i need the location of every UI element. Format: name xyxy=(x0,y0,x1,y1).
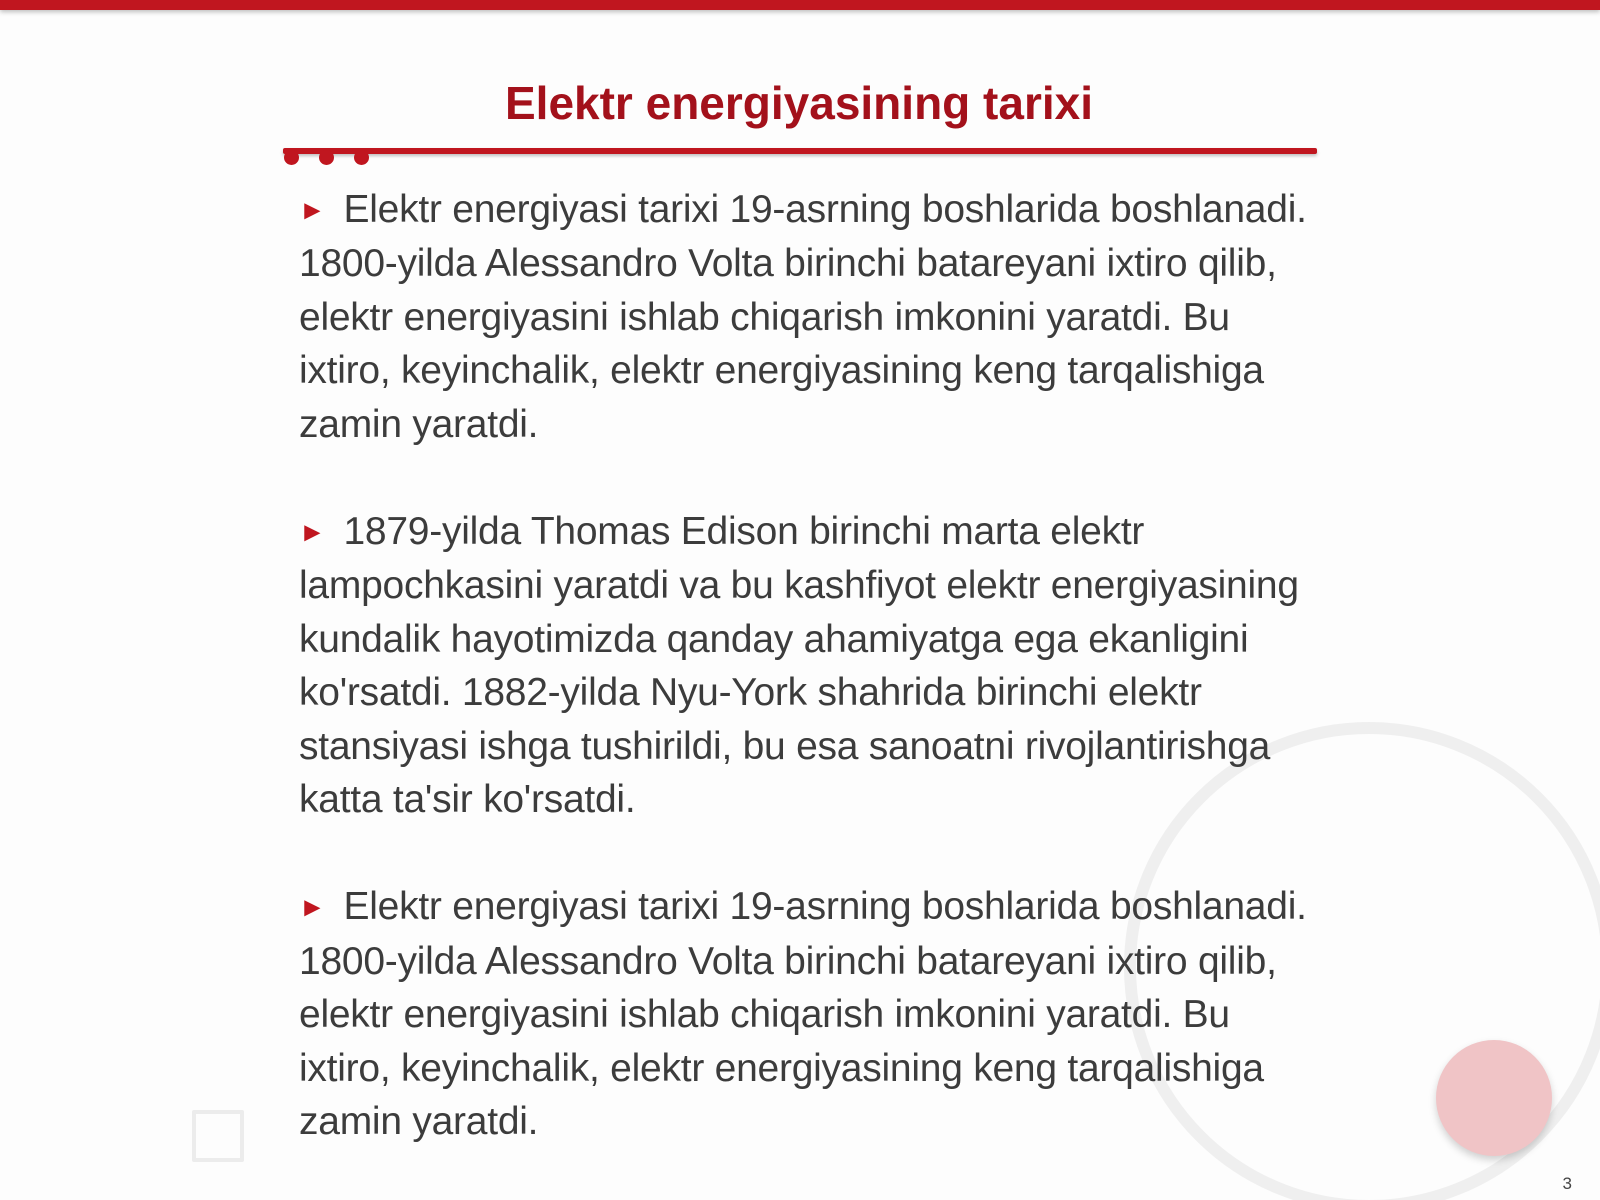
bullet-paragraph xyxy=(299,505,1309,826)
paragraph-text: 1879-yilda Thomas Edison birinchi marta elektr lampochkasini yaratdi va bu kashfiyot elektr energiyasining kundalik hayotimizda qanday ahamiyatga ega ekanligini ko'rsatdi. 1882-yilda Nyu-York shahrida birinchi elektr stansiyasi ishga tushirildi, bu esa sanoatni rivojlantirishga katta ta'sir ko'rsatdi. xyxy=(299,510,1299,822)
decorative-square xyxy=(192,1110,244,1162)
paragraph-text: Elektr energiyasi tarixi 19-asrning boshlarida boshlanadi. 1800-yilda Alessandro Volta birinchi batareyani ixtiro qilib, elektr energiyasini ishlab chiqarish imkonini yaratdi. Bu ixtiro, keyinchalik, elektr energiyasining keng tarqalishiga zamin yaratdi. xyxy=(299,188,1307,446)
underline-dot xyxy=(319,150,334,165)
decorative-circle xyxy=(1436,1040,1552,1156)
bullet-arrow-icon: ► xyxy=(299,892,326,923)
bullet-paragraph xyxy=(299,183,1309,451)
bullet-arrow-icon: ► xyxy=(299,517,326,548)
page-number: 3 xyxy=(1562,1174,1572,1193)
top-accent-bar xyxy=(0,0,1600,10)
bullet-arrow-icon: ► xyxy=(299,195,326,225)
slide-body xyxy=(299,183,1309,1200)
bullet-paragraph xyxy=(299,880,1309,1148)
slide-title: Elektr energiyasining tarixi xyxy=(504,77,1093,129)
underline-dot xyxy=(354,150,369,165)
paragraph-text: Elektr energiyasi tarixi 19-asrning boshlarida boshlanadi. 1800-yilda Alessandro Volta birinchi batareyani ixtiro qilib, elektr energiyasini ishlab chiqarish imkonini yaratdi. Bu ixtiro, keyinchalik, elektr energiyasining keng tarqalishiga zamin yaratdi. xyxy=(299,885,1307,1144)
underline-dot xyxy=(284,150,299,165)
title-underline xyxy=(283,148,1317,154)
